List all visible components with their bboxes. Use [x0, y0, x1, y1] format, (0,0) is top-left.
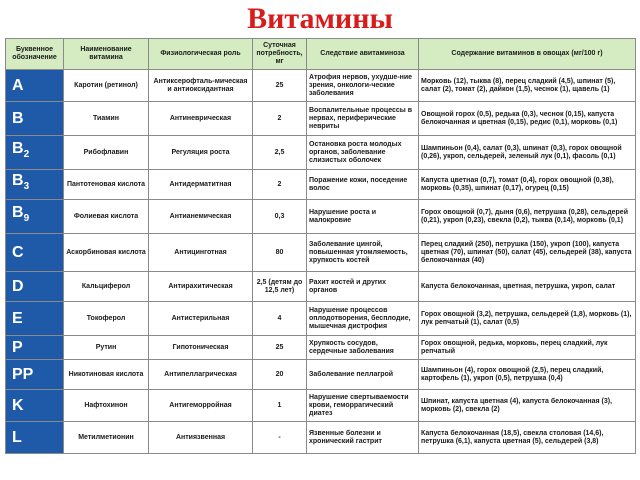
vitamin-name: Токоферол	[64, 302, 149, 336]
vitamin-letter-cell	[6, 136, 64, 170]
physiological-role: Гипотоническая	[149, 336, 253, 360]
vegetable-content: Перец сладкий (250), петрушка (150), укроп (100), капуста цветная (70), шпинат (50), салат (45), сельдерей (38), капуста белокочанная (40)	[419, 234, 636, 272]
physiological-role: Антипеллагрическая	[149, 360, 253, 390]
header-name: Наименование витамина	[64, 39, 149, 70]
deficiency-effect: Нарушение свертываемости крови, геморрагический диатез	[307, 390, 419, 422]
table-row	[6, 136, 636, 170]
vitamin-letter: P	[12, 338, 23, 356]
daily-need: -	[253, 422, 307, 454]
table-row	[6, 390, 636, 422]
vegetable-content: Морковь (12), тыква (8), перец сладкий (4,5), шпинат (5), салат (2), томат (2), дайкон (1,5), чеснок (1), щавель (1)	[419, 70, 636, 102]
header-need: Суточная потребность, мг	[253, 39, 307, 70]
daily-need: 2,5	[253, 136, 307, 170]
deficiency-effect: Остановка роста молодых органов, заболевание слизистых оболочек	[307, 136, 419, 170]
vitamin-name: Нафтохинон	[64, 390, 149, 422]
physiological-role: Антицинготная	[149, 234, 253, 272]
vitamin-letter: B	[12, 204, 24, 222]
table-row	[6, 70, 636, 102]
vitamin-letter-subscript: 2	[23, 149, 30, 161]
vitamins-table	[5, 38, 636, 454]
vitamin-name: Тиамин	[64, 102, 149, 136]
daily-need: 25	[253, 70, 307, 102]
header-letter: Буквенное обозначение	[6, 39, 64, 70]
vitamin-letter-subscript: 9	[23, 213, 30, 225]
header-role: Физиологическая роль	[149, 39, 253, 70]
vegetable-content: Капуста цветная (0,7), томат (0,4), горох овощной (0,38), морковь (0,35), шпинат (0,17), огурец (0,15)	[419, 170, 636, 200]
vitamin-letter: B	[12, 172, 24, 190]
vitamin-letter-cell	[6, 272, 64, 302]
vitamin-letter: B	[12, 109, 24, 127]
daily-need: 80	[253, 234, 307, 272]
vitamin-letter-cell	[6, 200, 64, 234]
vitamin-name: Рутин	[64, 336, 149, 360]
deficiency-effect: Язвенные болезни и хронический гастрит	[307, 422, 419, 454]
deficiency-effect: Хрупкость сосудов, сердечные заболевания	[307, 336, 419, 360]
vegetable-content: Шампиньон (0,4), салат (0,3), шпинат (0,3), горох овощной (0,26), укроп, сельдерей, зеленый лук (0,1), фасоль (0,1)	[419, 136, 636, 170]
physiological-role: Антидерматитная	[149, 170, 253, 200]
vitamin-letter-cell	[6, 302, 64, 336]
vitamin-letter-subscript: 3	[23, 181, 30, 193]
physiological-role: Антианемическая	[149, 200, 253, 234]
vitamin-name: Никотиновая кислота	[64, 360, 149, 390]
table-row	[6, 422, 636, 454]
header-effect: Следствие авитаминоза	[307, 39, 419, 70]
vitamin-name: Пантотеновая кислота	[64, 170, 149, 200]
vegetable-content: Горох овощной (0,7), дыня (0,6), петрушка (0,28), сельдерей (0,21), укроп (0,23), свекла (0,2), тыква (0,14), морковь (0,1)	[419, 200, 636, 234]
vitamin-letter-cell	[6, 336, 64, 360]
vegetable-content: Шпинат, капуста цветная (4), капуста белокочанная (3), морковь (2), свекла (2)	[419, 390, 636, 422]
physiological-role: Антирахитическая	[149, 272, 253, 302]
vitamin-letter: A	[12, 76, 24, 94]
vitamin-letter: E	[12, 309, 23, 327]
vitamin-letter-cell	[6, 234, 64, 272]
daily-need: 2	[253, 170, 307, 200]
deficiency-effect: Заболевание пеллагрой	[307, 360, 419, 390]
deficiency-effect: Атрофия нервов, ухудше-ние зрения, онкологи-ческие заболевания	[307, 70, 419, 102]
daily-need: 2,5 (детям до 12,5 лет)	[253, 272, 307, 302]
vegetable-content: Горох овощной (3,2), петрушка, сельдерей (1,8), морковь (1), лук репчатый (1), салат (0,5)	[419, 302, 636, 336]
daily-need: 25	[253, 336, 307, 360]
vitamin-letter-cell	[6, 70, 64, 102]
vitamin-letter-cell	[6, 102, 64, 136]
vitamin-name: Метилметионин	[64, 422, 149, 454]
physiological-role: Антиневрическая	[149, 102, 253, 136]
daily-need: 20	[253, 360, 307, 390]
vitamin-name: Фолиевая кислота	[64, 200, 149, 234]
vitamin-letter: K	[12, 396, 24, 414]
table-body	[6, 70, 636, 454]
table-header-row	[6, 39, 636, 70]
deficiency-effect: Нарушение роста и малокровие	[307, 200, 419, 234]
daily-need: 4	[253, 302, 307, 336]
vitamin-letter-cell	[6, 170, 64, 200]
table-row	[6, 170, 636, 200]
table-row	[6, 200, 636, 234]
vitamin-letter: PP	[12, 365, 34, 383]
table-row	[6, 272, 636, 302]
physiological-role: Регуляция роста	[149, 136, 253, 170]
deficiency-effect: Нарушение процессов оплодотворения, бесплодие, мышечная дистрофия	[307, 302, 419, 336]
vegetable-content: Шампиньон (4), горох овощной (2,5), перец сладкий, картофель (1), укроп (0,5), петрушка (0,4)	[419, 360, 636, 390]
daily-need: 1	[253, 390, 307, 422]
vegetable-content: Капуста белокочанная (18,5), свекла столовая (14,6), петрушка (6,1), капуста цветная (5), сельдерей (3,8)	[419, 422, 636, 454]
vitamin-letter: B	[12, 140, 24, 158]
vitamin-letter-cell	[6, 422, 64, 454]
daily-need: 0,3	[253, 200, 307, 234]
vegetable-content: Горох овощной, редька, морковь, перец сладкий, лук репчатый	[419, 336, 636, 360]
header-content: Содержание витаминов в овощах (мг/100 г)	[419, 39, 636, 70]
vitamin-name: Каротин (ретинол)	[64, 70, 149, 102]
table-row	[6, 336, 636, 360]
page-title: Витамины	[247, 2, 393, 35]
vitamin-letter: D	[12, 277, 24, 295]
daily-need: 2	[253, 102, 307, 136]
vegetable-content: Капуста белокочанная, цветная, петрушка, укроп, салат	[419, 272, 636, 302]
table-row	[6, 234, 636, 272]
vitamin-name: Аскорбиновая кислота	[64, 234, 149, 272]
vitamin-letter-cell	[6, 360, 64, 390]
physiological-role: Антистерильная	[149, 302, 253, 336]
physiological-role: Антиязвенная	[149, 422, 253, 454]
deficiency-effect: Поражение кожи, поседение волос	[307, 170, 419, 200]
table-row	[6, 360, 636, 390]
vitamin-letter: C	[12, 243, 24, 261]
table-row	[6, 102, 636, 136]
deficiency-effect: Заболевание цингой, повышенная утомляемость, хрупкость костей	[307, 234, 419, 272]
physiological-role: Антигеморройная	[149, 390, 253, 422]
vegetable-content: Овощной горох (0,5), редька (0,3), чеснок (0,15), капуста белокочанная и цветная (0,15), редис (0,1), морковь (0,1)	[419, 102, 636, 136]
physiological-role: Антиксерофталь-мическая и антиоксидантная	[149, 70, 253, 102]
vitamin-letter: L	[12, 428, 22, 446]
deficiency-effect: Рахит костей и других органов	[307, 272, 419, 302]
table-row	[6, 302, 636, 336]
vitamin-name: Кальциферол	[64, 272, 149, 302]
vitamin-name: Рибофлавин	[64, 136, 149, 170]
vitamin-letter-cell	[6, 390, 64, 422]
deficiency-effect: Воспалительные процессы в нервах, периферические невриты	[307, 102, 419, 136]
